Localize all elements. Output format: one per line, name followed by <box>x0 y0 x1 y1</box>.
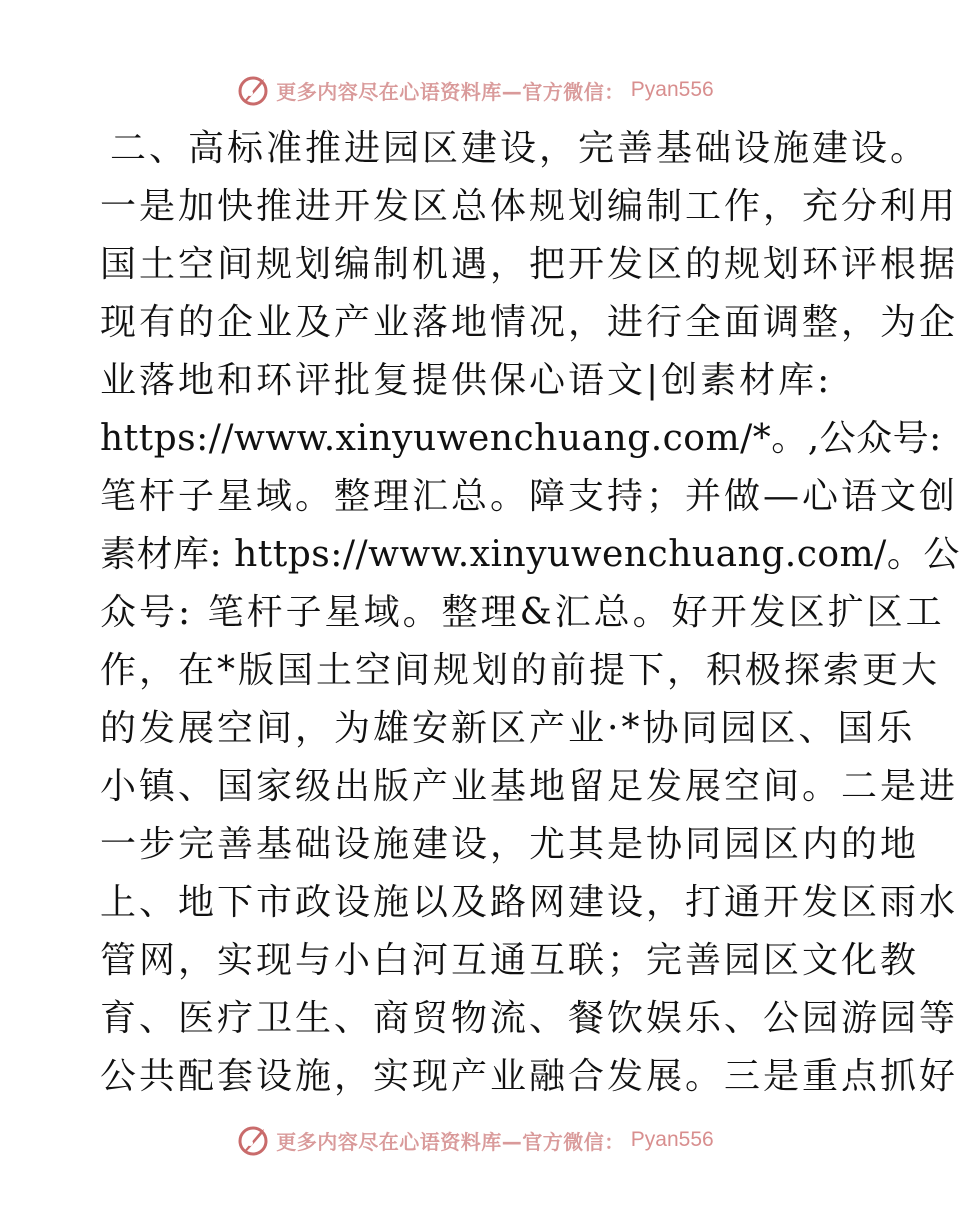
paragraph-line: 管网，实现与小白河互通互联；完善园区文化教 <box>100 940 920 981</box>
banner-text: 更多内容尽在心语资料库—官方微信： <box>276 1129 625 1154</box>
paragraph-line: 一是加快推进开发区总体规划编制工作，充分利用 <box>100 186 959 227</box>
paragraph-line: 公共配套设施，实现产业融合发展。三是重点抓好 <box>100 1056 959 1097</box>
quill-pen-logo-icon <box>236 73 270 107</box>
paragraph-line: 众号: 笔杆子星域。整理&汇总。好开发区扩区工 <box>100 592 945 633</box>
section-heading: 二、高标准推进园区建设，完善基础设施建设。 <box>110 128 930 169</box>
paragraph-line: 上、地下市政设施以及路网建设，打通开发区雨水 <box>100 882 959 923</box>
footer-watermark-banner <box>0 1120 950 1160</box>
wechat-id: Pyan556 <box>630 1128 714 1151</box>
paragraph-line: 笔杆子星域。整理汇总。障支持；并做—心语文创 <box>100 476 959 517</box>
paragraph-line: 育、医疗卫生、商贸物流、餐饮娱乐、公园游园等 <box>100 998 959 1039</box>
wechat-id: Pyan556 <box>630 78 714 101</box>
document-body <box>100 120 960 1106</box>
paragraph-line: 素材库: https://www.xinyuwenchuang.com/。公 <box>100 534 960 575</box>
paragraph-line: 国土空间规划编制机遇，把开发区的规划环评根据 <box>100 244 959 285</box>
paragraph-line: 作，在*版国土空间规划的前提下，积极探索更大 <box>100 650 941 691</box>
paragraph-line: 小镇、国家级出版产业基地留足发展空间。二是进 <box>100 766 959 807</box>
header-watermark-banner <box>0 70 950 110</box>
paragraph-line: 一步完善基础设施建设，尤其是协同园区内的地 <box>100 824 920 865</box>
paragraph-line: 现有的企业及产业落地情况，进行全面调整，为企 <box>100 302 959 343</box>
banner-text: 更多内容尽在心语资料库—官方微信： <box>276 79 625 104</box>
quill-pen-logo-icon <box>236 1123 270 1157</box>
paragraph-line: 的发展空间，为雄安新区产业·*协同园区、国乐 <box>100 708 916 749</box>
paragraph-line: 业落地和环评批复提供保心语文|创素材库: <box>100 360 833 401</box>
paragraph-line: https://www.xinyuwenchuang.com/*。,公众号: <box>100 418 942 459</box>
